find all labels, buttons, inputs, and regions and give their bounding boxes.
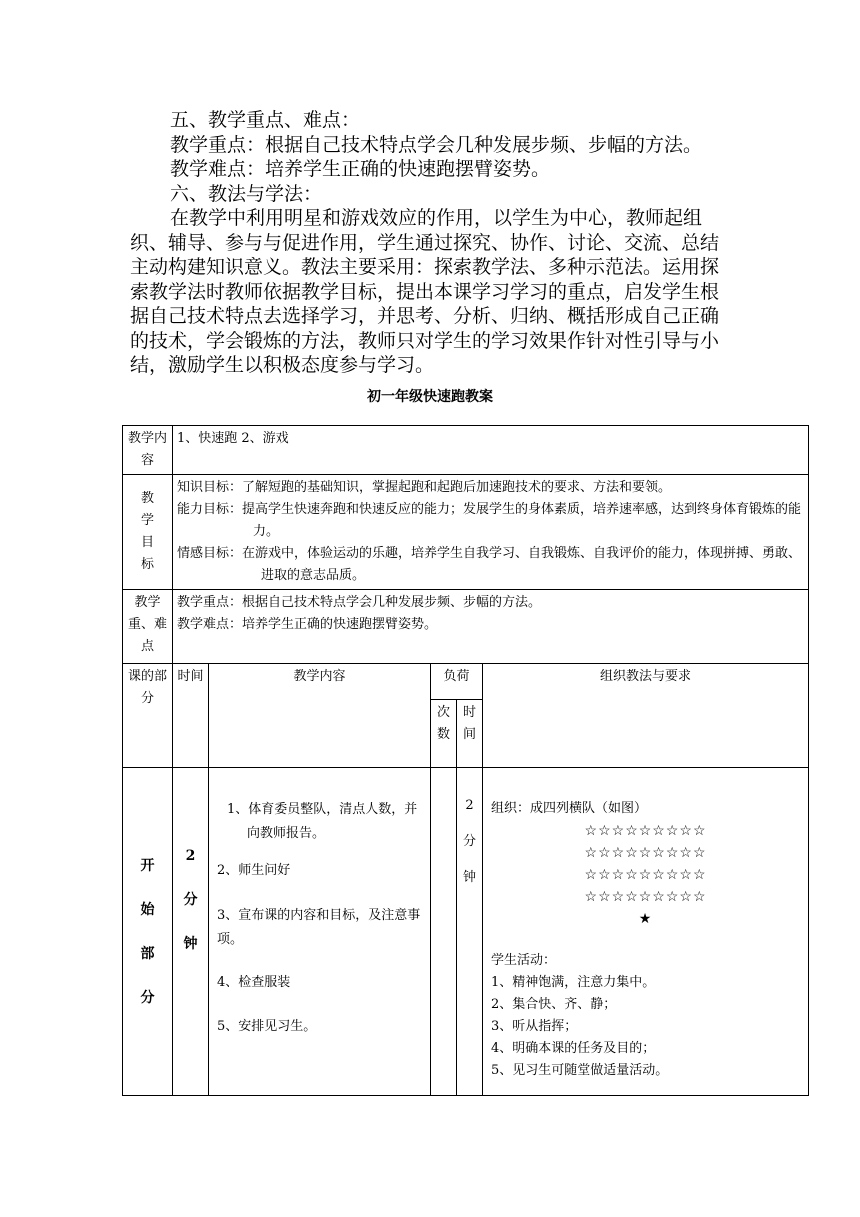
item-1: 1、体育委员整队，清点人数，并向教师报告。 [227,802,418,841]
section-items [209,768,431,1096]
difficulty-line: 教学难点：培养学生正确的快速跑摆臂姿势。 [170,158,551,180]
header-time: 时间 [173,664,209,768]
formation-diagram [491,820,800,930]
section-method [483,768,809,1096]
goals-cell [173,475,809,590]
goal-emotion: 情感目标：在游戏中，体验运动的乐趣，培养学生自我学习、自我锻炼、自我评价的能力，体现拼搏、勇敢、进取的意志品质。 [177,546,802,583]
activity-item: 1、精神饱满，注意力集中。 [491,975,656,990]
section-time: 2 分 钟 [173,768,209,1096]
row-start-section [123,768,809,1096]
intro-text [130,108,730,378]
goal-knowledge: 知识目标：了解短跑的基础知识，掌握起跑和起跑后加速跑技术的要求、方法和要领。 [177,480,672,495]
section-load-time: 2 分 钟 [457,768,483,1096]
teacher-star: ★ [638,911,653,927]
header-part: 课的部分 [123,664,173,768]
header-row [123,664,809,700]
section-part: 开 始 部 分 [123,768,173,1096]
methods-paragraph: 在教学中利用明星和游戏效应的作用，以学生为中心，教师起组织、辅导、参与与促进作用，学生通过探究、协作、讨论、交流、总结主动构建知识意义。教法主要采用：探索教学法、多种示范法。运用探索教学法时教师依据教学目标，提出本课学习学习的重点，启发学生根据自己技术特点去选择学习，并思考、分析、归纳、概括形成自己正确的技术，学会锻炼的方法，教师只对学生的学习效果作针对性引导与小结，激励学生以积极态度参与学习。 [130,207,720,376]
activity-item: 5、见习生可随堂做适量活动。 [491,1063,669,1078]
content-label: 教学内容 [123,426,173,475]
goal-ability: 能力目标：提高学生快速奔跑和快速反应的能力；发展学生的身体素质，培养速率感，达到终身体育锻炼的能力。 [177,502,802,539]
header-method: 组织教法与要求 [483,664,809,768]
section-count [431,768,457,1096]
row-content [123,426,809,475]
item-3: 3、宣布课的内容和目标，及注意事项。 [217,908,421,947]
student-row: ☆☆☆☆☆☆☆☆☆ [584,845,707,861]
lesson-plan-table [122,425,809,1096]
lesson-plan-title: 初一年级快速跑教案 [367,389,493,405]
student-row: ☆☆☆☆☆☆☆☆☆ [584,823,707,839]
item-2: 2、师生问好 [217,863,291,878]
row-key-points [123,590,809,664]
org-text: 组织：成四列横队（如图） [491,801,648,816]
header-count: 次数 [431,700,457,768]
difficulty-point: 教学难点：培养学生正确的快速跑摆臂姿势。 [177,617,438,632]
item-5: 5、安排见习生。 [217,1019,317,1034]
item-4: 4、检查服装 [217,975,291,990]
student-row: ☆☆☆☆☆☆☆☆☆ [584,889,707,905]
activity-title: 学生活动： [491,953,557,968]
key-cell [173,590,809,664]
activity-item: 3、听从指挥； [491,1019,578,1034]
header-content: 教学内容 [209,664,431,768]
header-load: 负荷 [431,664,483,700]
header-load-time: 时间 [457,700,483,768]
activity-item: 4、明确本课的任务及目的； [491,1041,656,1056]
heading-key-points: 五、教学重点、难点： [170,109,361,131]
key-point-line: 教学重点：根据自己技术特点学会几种发展步频、步幅的方法。 [170,133,703,156]
key-point: 教学重点：根据自己技术特点学会几种发展步频、步幅的方法。 [177,595,542,610]
key-label: 教学重、难点 [123,590,173,664]
content-value: 1、快速跑 2、游戏 [173,426,809,475]
student-row: ☆☆☆☆☆☆☆☆☆ [584,867,707,883]
heading-methods: 六、教法与学法： [170,182,323,205]
activity-item: 2、集合快、齐、静； [491,997,617,1012]
row-goals [123,475,809,590]
goals-label: 教 学 目 标 [123,475,173,590]
